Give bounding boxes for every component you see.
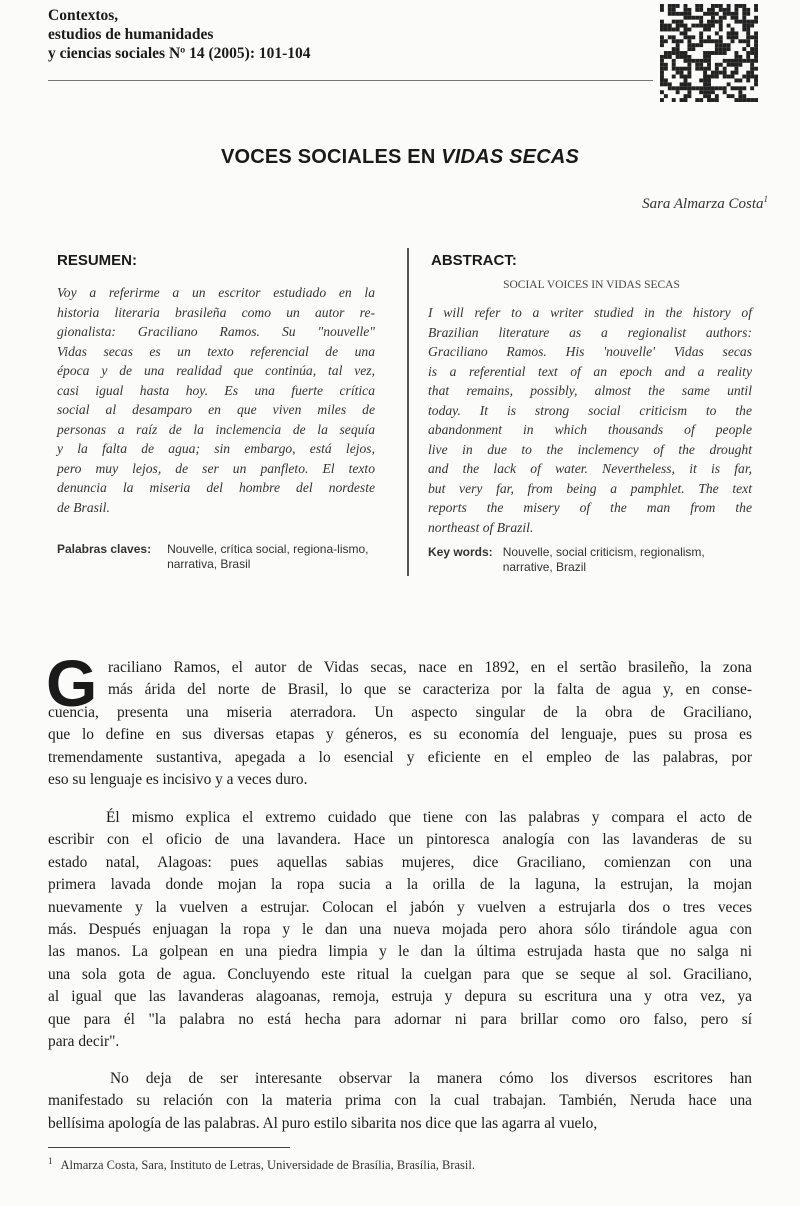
footnote-text: Almarza Costa, Sara, Instituto de Letras, Universidade de Brasília, Brasília, Brasil.	[60, 1158, 475, 1173]
footnote	[48, 1156, 475, 1173]
text-line: que para él "la palabra no está hecha para adornar ni para brillar como oro falso, pero sí	[48, 1010, 752, 1028]
resumen-text	[57, 283, 375, 517]
text-line: gionalista: Graciliano Ramos. Su "nouvelle"	[57, 324, 375, 339]
qr-code-icon	[660, 4, 758, 102]
author-name: Sara Almarza Costa	[642, 196, 764, 212]
text-line: I will refer to a writer studied in the history of	[428, 305, 752, 320]
journal-line: estudios de humanidades	[48, 26, 214, 43]
text-line: manifestado su relación con la materia prima con la cual trabajan. También, Neruda hace una	[48, 1092, 752, 1110]
title-text: VOCES SOCIALES EN	[220, 146, 442, 168]
text-line: reports the misery of the man from the	[428, 500, 752, 515]
text-line: is a referential text of an epoch and a reality	[428, 363, 752, 379]
keywords-value: Nouvelle, crítica social, regiona-lismo, narrativa, Brasil	[167, 542, 369, 571]
body-paragraph	[48, 1068, 752, 1135]
author	[642, 194, 768, 213]
drop-cap: G	[46, 646, 98, 720]
text-line: Graciliano Ramos. His 'nouvelle' Vidas secas	[428, 344, 752, 359]
text-line: historia literaria brasileña como un autor re-	[57, 304, 375, 320]
abstract-heading: ABSTRACT:	[431, 252, 517, 269]
text-line: las manos. La golpean en una piedra limpia y le dan la última estrujada hasta que no salga ni	[48, 943, 752, 961]
text-line: nuevamente y la vuelven a estrujar. Colocan el jabón y vuelven a estrujarla dos o tres veces	[48, 898, 752, 916]
text-line: que lo define en sus diversas etapas y géneros, es su economía del lenguaje, pues su prosa es	[48, 726, 752, 744]
text-line: al igual que las lavanderas alagoanas, remoja, estruja y depura su escritura una y otra vez, ya	[48, 988, 752, 1006]
text-line: pero muy lejos, de ser un panfleto. El texto	[57, 460, 375, 476]
title-italic-text: VIDAS SECAS	[441, 146, 580, 168]
journal-line: y ciencias sociales Nº 14 (2005): 101-104	[48, 45, 311, 62]
body-paragraph	[48, 657, 752, 791]
text-line: personas a raíz de la inclemencia de la sequía	[57, 421, 375, 437]
text-line: época y de una realidad que continúa, tal vez,	[57, 363, 375, 378]
keywords-label: Palabras claves:	[57, 542, 152, 556]
journal-line: Contextos,	[48, 7, 119, 24]
text-line: tremendamente sustantiva, apegada a lo esencial y eficiente en el empleo de las palabras, por	[48, 748, 752, 766]
text-line: that remains, possibly, almost the same until	[428, 383, 752, 398]
resumen-heading: RESUMEN:	[57, 252, 138, 269]
body-paragraph	[48, 807, 752, 1053]
text-line: Vidas secas es un texto referencial de una	[57, 343, 375, 359]
text-line: raciliano Ramos, el autor de Vidas secas, nace en 1892, en el sertão brasileño, la zona	[108, 659, 752, 676]
text-line: today. It is strong social criticism to the	[428, 402, 752, 418]
text-line: eso su lenguaje es incisivo y a veces duro.	[48, 771, 308, 789]
resumen-keywords	[57, 542, 375, 572]
keywords-label: Key words:	[428, 545, 493, 559]
text-line: social al desamparo en que viven miles de	[57, 402, 375, 417]
header-rule	[48, 80, 653, 81]
abstract-keywords	[428, 545, 752, 575]
text-line: No deja de ser interesante observar la manera cómo los diversos escritores han	[110, 1070, 752, 1087]
text-line: and the lack of water. Nevertheless, it is far,	[428, 461, 752, 476]
text-line: bellísima apología de las palabras. Al puro estilo sibarita nos dice que las agarra al vuelo,	[48, 1114, 598, 1132]
text-line: Él mismo explica el extremo cuidado que tiene con las palabras y compara el acto de	[106, 809, 752, 826]
text-line: but very far, from being a pamphlet. The text	[428, 480, 752, 496]
text-line: más. Después enjuagan la ropa y le dan una nueva mojada pero ahora sólo tirándole agua con	[48, 921, 752, 939]
footnote-rule	[48, 1147, 290, 1148]
text-line: primera lavada donde mojan la ropa sucia a la orilla de la laguna, la estrujan, la mojan	[48, 876, 752, 894]
abstract-subtitle: SOCIAL VOICES IN VIDAS SECAS	[503, 279, 680, 291]
text-line: northeast of Brazil.	[428, 519, 534, 535]
text-line: para decir".	[48, 1033, 120, 1051]
text-line: cuencia, presenta una miseria aterradora. Un aspecto singular de la obra de Graciliano,	[48, 703, 752, 721]
text-line: live in due to the inclemency of the drought	[428, 441, 752, 457]
text-line: y la falta de agua; sin embargo, está lejos,	[57, 441, 375, 456]
text-line: una sola gota de agua. Concluyendo este ritual la cuelgan para que se seque al sol. Graciliano,	[48, 965, 752, 983]
text-line: Brazilian literature as a regionalist authors:	[428, 324, 752, 340]
author-footnote-mark: 1	[763, 194, 768, 204]
footnote-mark: 1	[48, 1156, 53, 1166]
text-line: denuncia la miseria del hombre del nordeste	[57, 480, 375, 495]
text-line: Voy a referirme a un escritor estudiado en la	[57, 285, 375, 300]
journal-citation	[48, 6, 311, 63]
column-divider	[407, 248, 409, 576]
text-line: abandonment in which thousands of people	[428, 422, 752, 437]
text-line: más árida del norte de Brasil, lo que se caracteriza por la falta de agua y, en conse-	[108, 681, 752, 699]
text-line: de Brasil.	[57, 499, 110, 515]
text-line: estado natal, Alagoas: pues aquellas sabias mujeres, dice Graciliano, comienzan con una	[48, 853, 752, 871]
keywords-value: Nouvelle, social criticism, regionalism, narrative, Brazil	[502, 545, 705, 574]
text-line: escribir con el oficio de una lavandera. Hace un pintoresca analogía con las lavanderas de su	[48, 831, 752, 849]
abstract-text	[428, 303, 752, 537]
article-title	[0, 146, 800, 169]
text-line: casi igual hasta hoy. Es una fuerte crítica	[57, 382, 375, 398]
